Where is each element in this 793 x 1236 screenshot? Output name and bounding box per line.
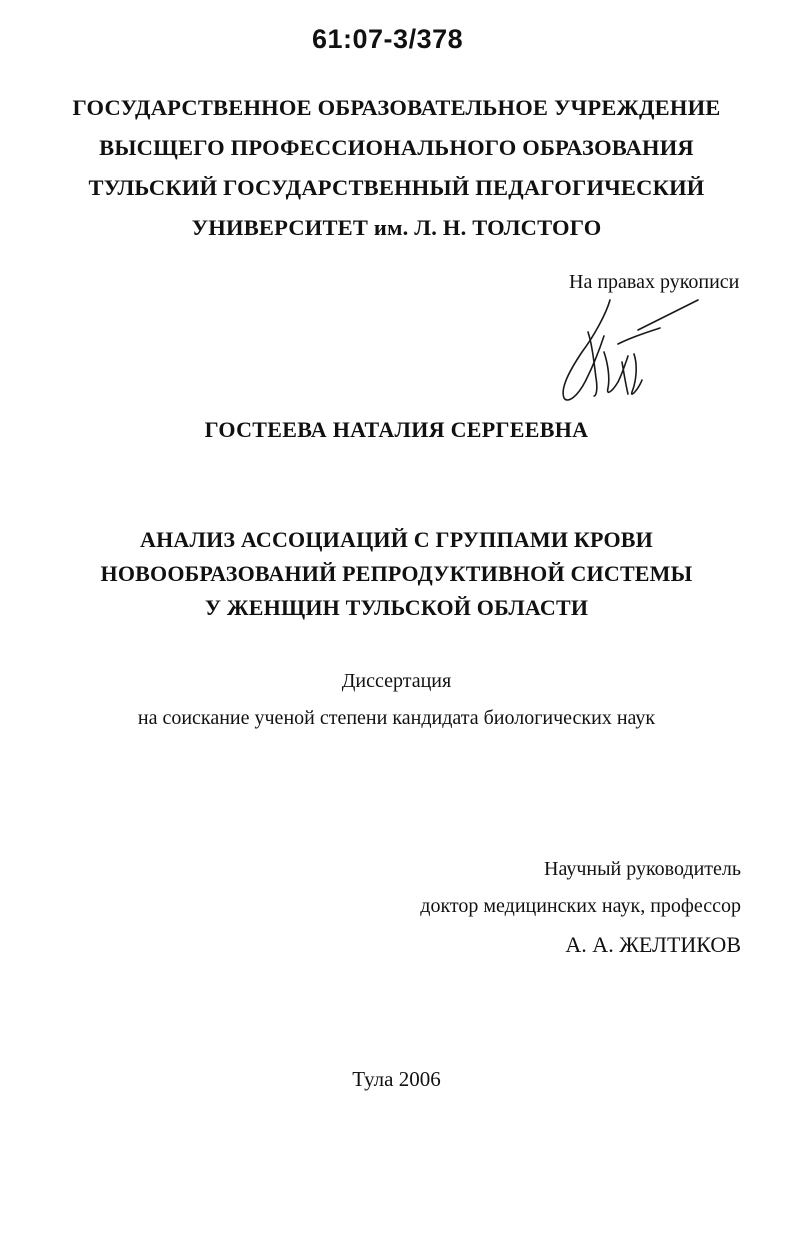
supervisor-credentials: доктор медицинских наук, профессор <box>420 895 741 917</box>
supervisor-block <box>420 851 741 965</box>
dissertation-title <box>0 523 793 625</box>
handwritten-signature <box>548 292 708 410</box>
institution-line: УНИВЕРСИТЕТ им. Л. Н. ТОЛСТОГО <box>191 215 602 240</box>
author-name: ГОСТЕЕВА НАТАЛИЯ СЕРГЕЕВНА <box>204 417 589 442</box>
city-year: Тула 2006 <box>352 1067 441 1091</box>
degree-statement: на соискание ученой степени кандидата биологических наук <box>137 707 656 729</box>
supervisor-name: А. А. ЖЕЛТИКОВ <box>565 932 741 957</box>
title-line: АНАЛИЗ АССОЦИАЦИЙ С ГРУППАМИ КРОВИ <box>139 527 653 552</box>
institution-line: ТУЛЬСКИЙ ГОСУДАРСТВЕННЫЙ ПЕДАГОГИЧЕСКИЙ <box>88 175 705 200</box>
catalog-number: 61:07-3/378 <box>312 24 464 54</box>
title-line: НОВООБРАЗОВАНИЙ РЕПРОДУКТИВНОЙ СИСТЕМЫ <box>100 561 693 586</box>
institution-block <box>0 88 793 248</box>
title-line: У ЖЕНЩИН ТУЛЬСКОЙ ОБЛАСТИ <box>204 595 589 620</box>
work-type: Диссертация <box>341 670 452 692</box>
institution-line: ГОСУДАРСТВЕННОЕ ОБРАЗОВАТЕЛЬНОЕ УЧРЕЖДЕНИЕ <box>72 95 721 120</box>
supervisor-role: Научный руководитель <box>544 858 741 880</box>
manuscript-note: На правах рукописи <box>569 271 740 293</box>
institution-line: ВЫСЩЕГО ПРОФЕССИОНАЛЬНОГО ОБРАЗОВАНИЯ <box>99 135 694 160</box>
